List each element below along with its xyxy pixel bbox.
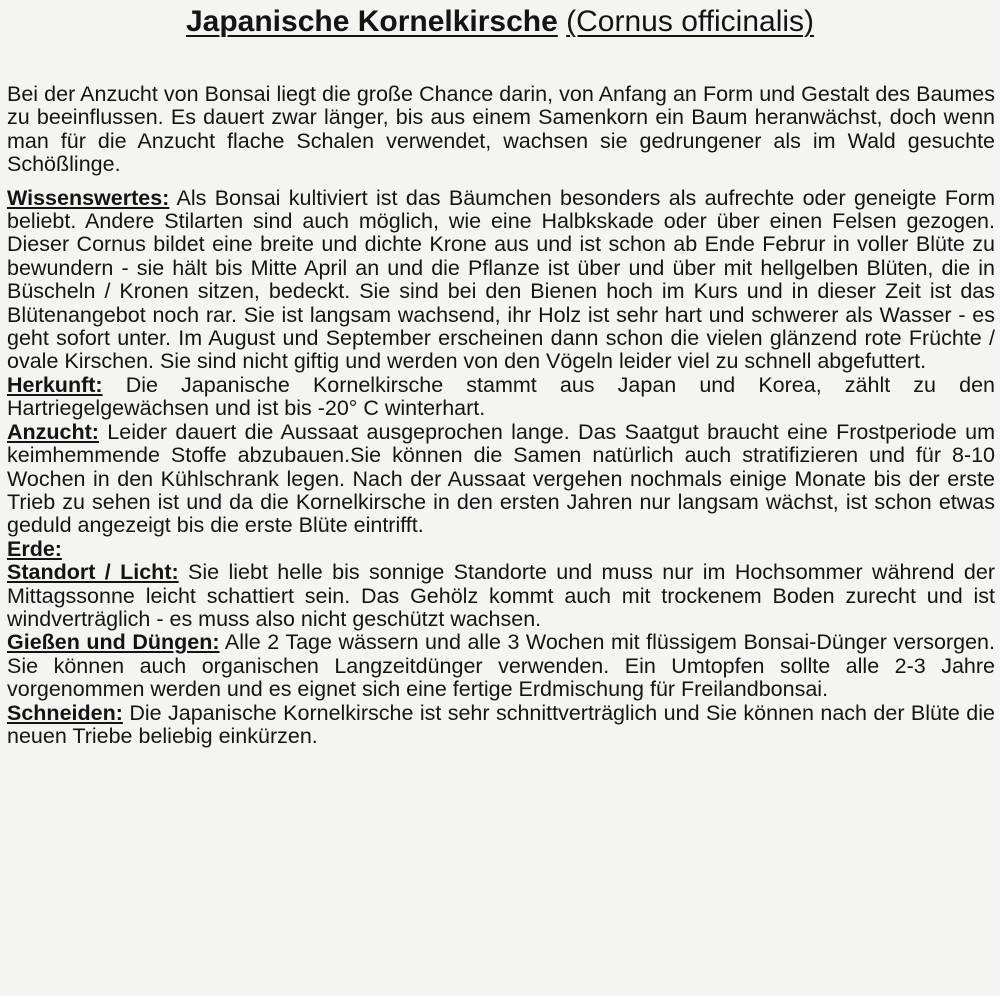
section-heading-schneiden: Schneiden: [7,700,123,725]
page-title [0,2,1000,42]
section-erde [7,538,995,561]
section-heading-wissenswertes: Wissenswertes: [7,185,170,210]
section-text-schneiden: Die Japanische Kornelkirsche ist sehr schnittverträglich und Sie können nach der Blüte die neuen Triebe beliebig einkürzen. [7,700,995,748]
document-body [7,83,995,748]
title-main: Japanische Kornelkirsche [185,5,558,38]
section-heading-herkunft: Herkunft: [7,372,103,397]
section-text-anzucht: Leider dauert die Aussaat ausgeprochen lange. Das Saatgut braucht eine Frostperiode um keimhemmende Stoffe abzubauen.Sie können die Samen natürlich auch stratifizieren und für 8-10 Wochen in den Kühlschrank legen. Nach der Aussaat vergehen nochmals einige Monate bis der erste Trieb zu sehen ist und da die Kornelkirsche in den ersten Jahren nur langsam wächst, ist schon etwas geduld angezeigt bis die erste Blüte eintrifft. [7,419,995,538]
section-text-giessen: Alle 2 Tage wässern und alle 3 Wochen mit flüssigem Bonsai-Dünger versorgen. Sie können auch organischen Langzeitdünger verwenden. Ein Umtopfen sollte alle 2-3 Jahre vorgenommen werden und es eignet sich eine fertige Erdmischung für Freilandbonsai. [7,630,995,702]
section-giessen [7,631,995,701]
section-text-herkunft: Die Japanische Kornelkirsche stammt aus Japan und Korea, zählt zu den Hartriegelgewächsen und ist bis -20° C winterhart. [7,372,995,421]
section-anzucht [7,421,995,538]
section-schneiden [7,702,995,749]
section-herkunft [7,374,995,421]
section-standort [7,561,995,631]
intro-paragraph: Bei der Anzucht von Bonsai liegt die große Chance darin, von Anfang an Form und Gestalt des Baumes zu beeinflussen. Es dauert zwar länger, bis aus einem Samenkorn ein Baum heranwächst, doch wenn man für die Anzucht flache Schalen verwendet, wachsen sie gedrungener als im Wald gesuchte Schößlinge. [7,82,995,177]
section-text-standort: Sie liebt helle bis sonnige Standorte und muss nur im Hochsommer während der Mittagssonne leicht schattiert sein. Das Gehölz kommt auch mit trockenem Boden zurecht und ist windverträglich - es muss also nicht geschützt wachsen. [7,560,995,631]
section-wissenswertes [7,187,995,374]
section-heading-anzucht: Anzucht: [7,419,99,444]
section-heading-giessen: Gießen und Düngen: [7,630,220,655]
section-heading-standort: Standort / Licht: [7,560,179,585]
section-heading-erde: Erde: [7,536,62,561]
title-scientific: (Cornus officinalis) [566,5,815,38]
section-text-wissenswertes: Als Bonsai kultiviert ist das Bäumchen besonders als aufrechte oder geneigte Form beliebt. Andere Stilarten sind auch möglich, wie eine Halbkskade oder über einen Felsen gezogen. Dieser Cornus bildet eine breite und dichte Krone aus und ist schon ab Ende Februr in voller Blüte zu bewundern - sie hält bis Mitte April an und die Pflanze ist über und über mit hellgelben Blüten, die in Büscheln / Kronen sitzen, bedeckt. Sie sind bei den Bienen hoch im Kurs und in dieser Zeit ist das Blütenangebot noch rar. Sie ist langsam wachsend, ihr Holz ist sehr hart und schwerer als Wasser - es geht sofort unter. Im August und September erscheinen dann schon die vielen glänzend rote Früchte / ovale Kirschen. Sie sind nicht giftig und werden von den Vögeln leider viel zu schnell abgefuttert. [7,185,995,374]
